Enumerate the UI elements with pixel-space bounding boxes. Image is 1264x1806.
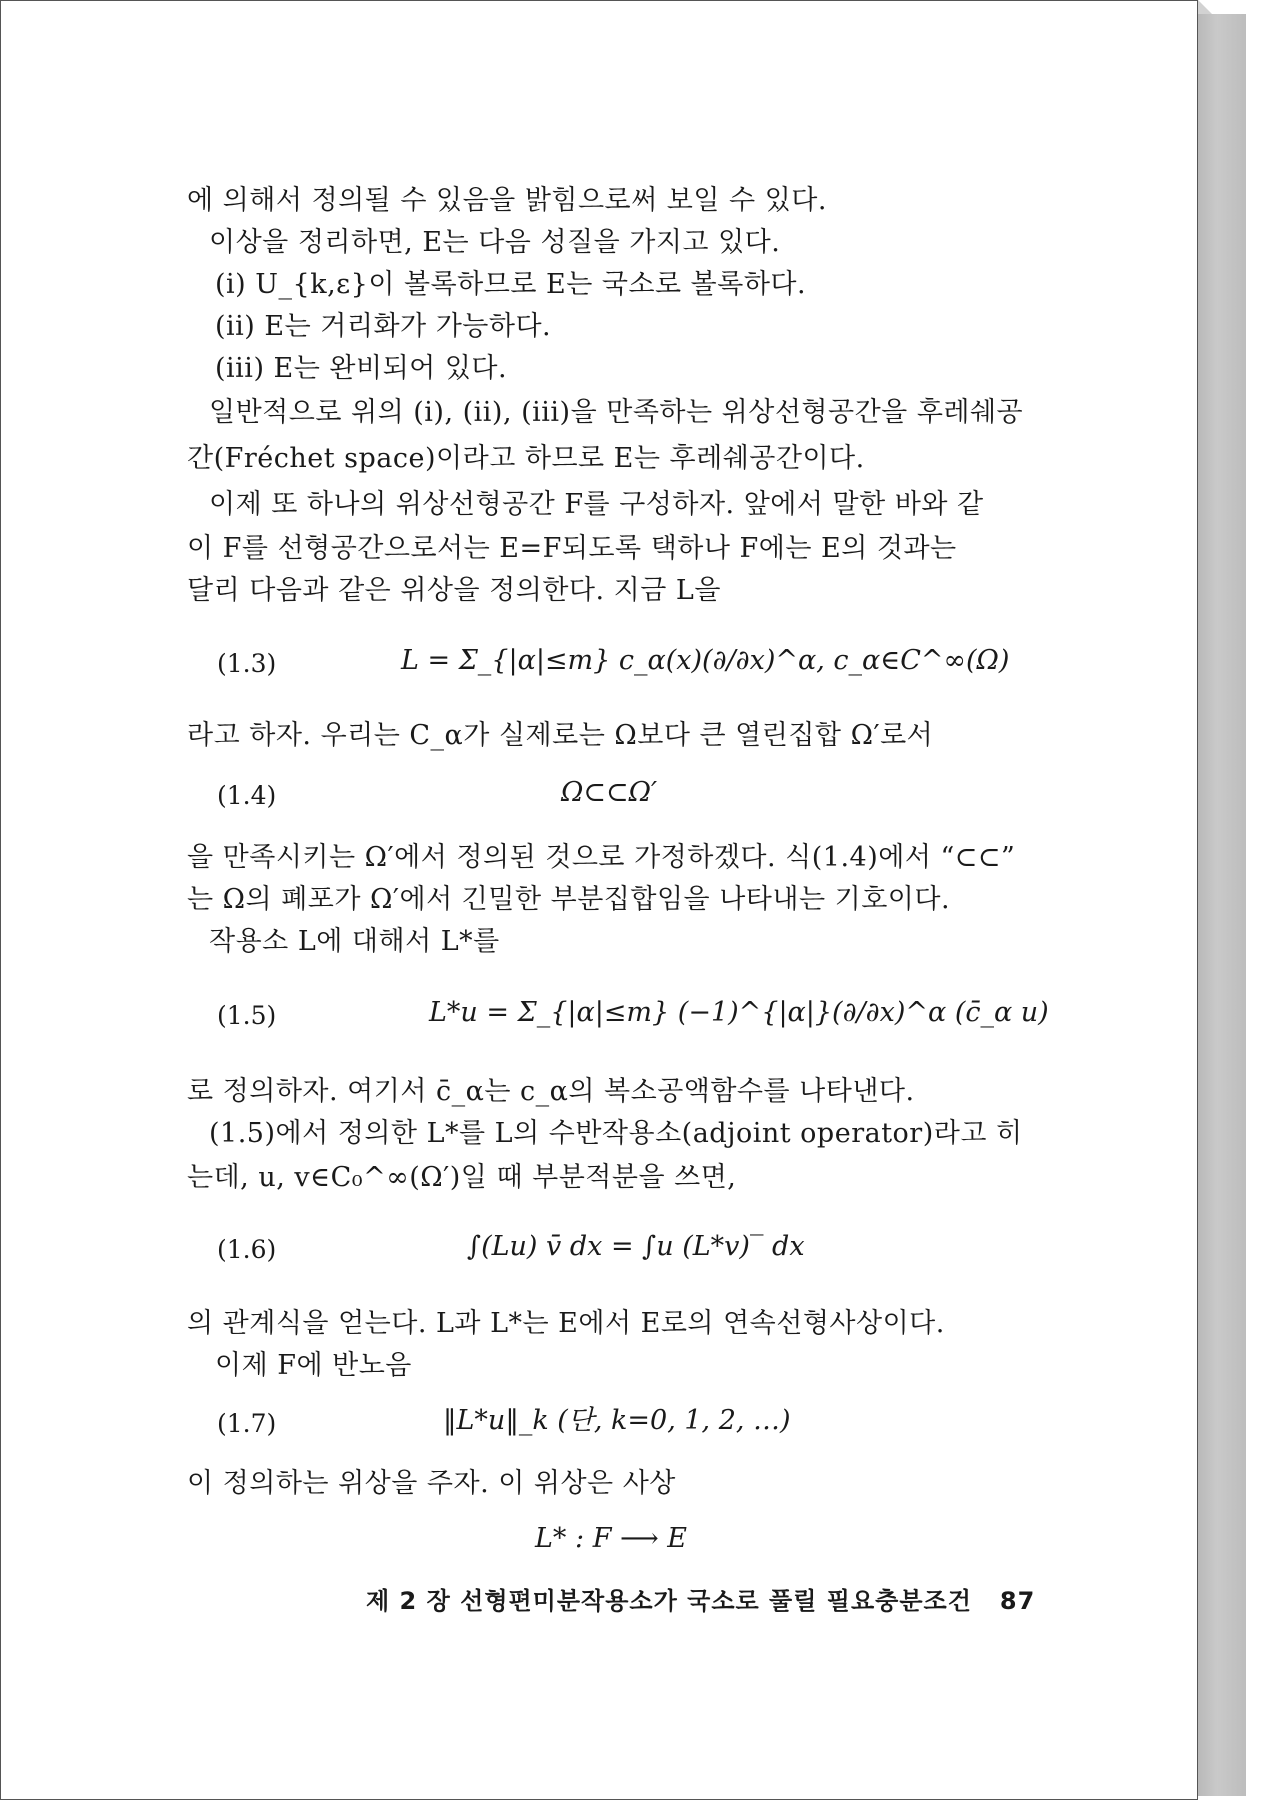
text-line: 일반적으로 위의 (i), (ii), (iii)을 만족하는 위상선형공간을 후레쉐공 <box>209 397 1024 428</box>
equation-1-5: L*u = Σ_{|α|≤m} (−1)^{|α|}(∂/∂x)^α (c̄_α u) <box>429 997 1049 1028</box>
book-spine <box>1198 14 1246 1796</box>
text-line: 이제 또 하나의 위상선형공간 F를 구성하자. 앞에서 말한 바와 같 <box>209 489 984 520</box>
page-footer <box>366 1581 1035 1616</box>
equation-1-4: Ω⊂⊂Ω′ <box>561 777 658 808</box>
text-line: (ii) E는 거리화가 가능하다. <box>215 311 552 342</box>
text-line: (i) U_{k,ε}이 볼록하므로 E는 국소로 볼록하다. <box>215 269 807 300</box>
text-line: 이 정의하는 위상을 주자. 이 위상은 사상 <box>187 1468 676 1499</box>
equation-1-7: ‖L*u‖_k (단, k=0, 1, 2, …) <box>443 1405 791 1436</box>
equation-number: (1.6) <box>217 1235 277 1264</box>
text-line: 는데, u, v∈C₀^∞(Ω′)일 때 부분적분을 쓰면, <box>187 1162 737 1193</box>
text-line: 에 의해서 정의될 수 있음을 밝힘으로써 보일 수 있다. <box>187 185 827 216</box>
text-line: 이제 F에 반노음 <box>215 1350 412 1381</box>
equation-number: (1.3) <box>217 649 277 678</box>
text-line: 간(Fréchet space)이라고 하므로 E는 후레쉐공간이다. <box>187 443 865 474</box>
text-line: 이 F를 선형공간으로서는 E=F되도록 택하나 F에는 E의 것과는 <box>187 533 957 564</box>
text-line: 작용소 L에 대해서 L*를 <box>209 926 500 957</box>
text-line: (iii) E는 완비되어 있다. <box>215 353 508 384</box>
equation-number: (1.5) <box>217 1001 277 1030</box>
text-line: 달리 다음과 같은 위상을 정의한다. 지금 L을 <box>187 575 721 606</box>
text-line: 을 만족시키는 Ω′에서 정의된 것으로 가정하겠다. 식(1.4)에서 “⊂⊂” <box>187 842 1016 873</box>
text-line: 이상을 정리하면, E는 다음 성질을 가지고 있다. <box>209 227 781 258</box>
equation-number: (1.7) <box>217 1409 277 1438</box>
text-line: 라고 하자. 우리는 C_α가 실제로는 Ω보다 큰 열린집합 Ω′로서 <box>187 720 934 751</box>
mapping-formula: L* : F ⟶ E <box>535 1523 688 1554</box>
text-line: 로 정의하자. 여기서 c̄_α는 c_α의 복소공액함수를 나타낸다. <box>187 1076 915 1107</box>
equation-1-3: L = Σ_{|α|≤m} c_α(x)(∂/∂x)^α, c_α∈C^∞(Ω) <box>401 645 1010 676</box>
equation-number: (1.4) <box>217 781 277 810</box>
text-line: (1.5)에서 정의한 L*를 L의 수반작용소(adjoint operator)라고 히 <box>209 1118 1023 1149</box>
equation-1-6: ∫(Lu) v̄ dx = ∫u (L*v)‾ dx <box>467 1231 805 1262</box>
page-number: 87 <box>999 1587 1036 1615</box>
text-line: 의 관계식을 얻는다. L과 L*는 E에서 E로의 연속선형사상이다. <box>187 1308 945 1339</box>
text-line: 는 Ω의 폐포가 Ω′에서 긴밀한 부분집합임을 나타내는 기호이다. <box>187 884 951 915</box>
chapter-title: 제 2 장 선형편미분작용소가 국소로 풀릴 필요충분조건 <box>366 1587 972 1615</box>
